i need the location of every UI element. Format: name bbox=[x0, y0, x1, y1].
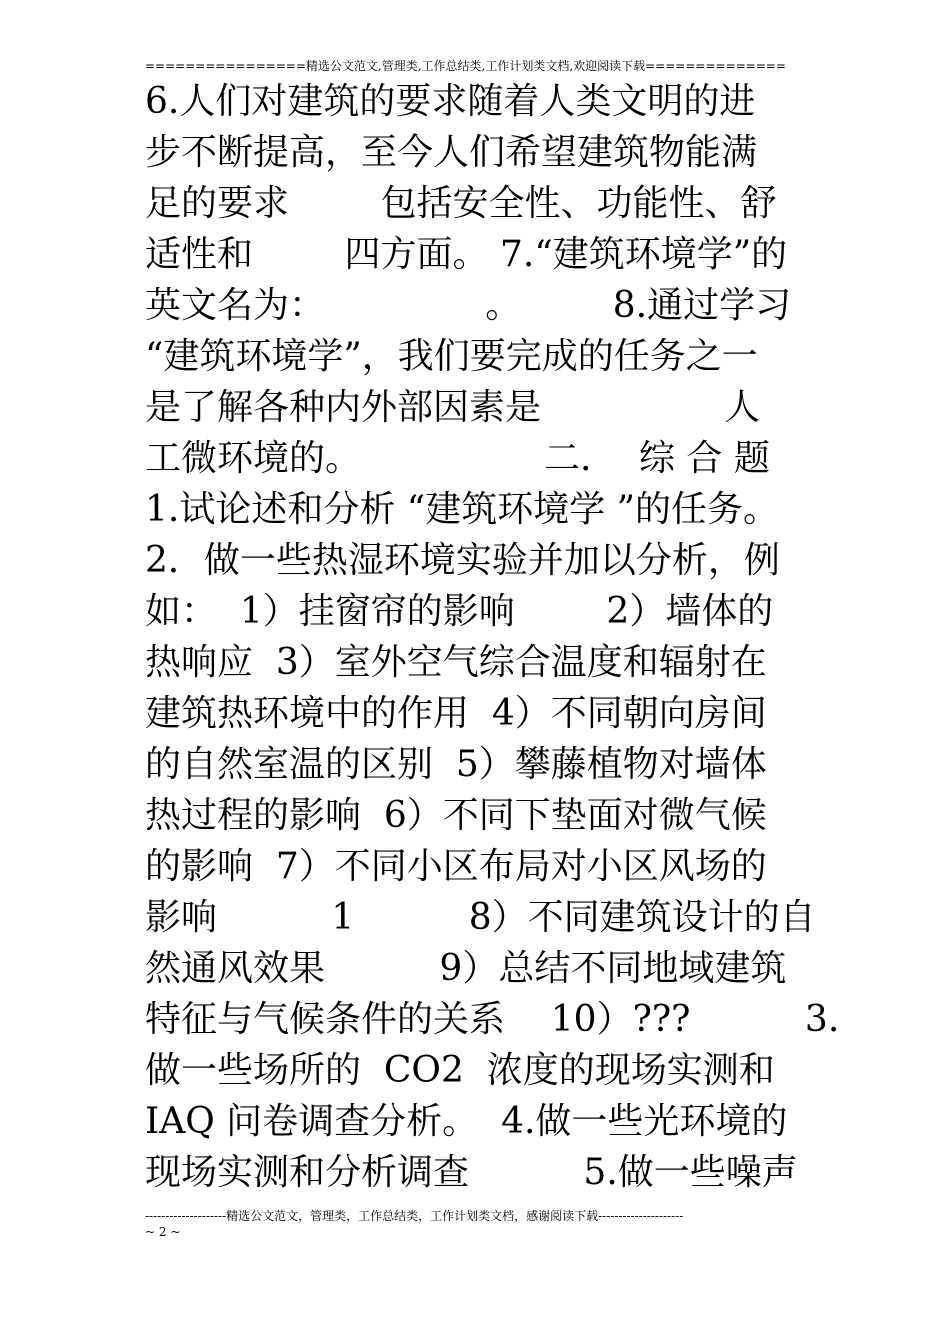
body-line: 然通风效果 9）总结不同地域建筑 bbox=[145, 948, 787, 989]
body-line: 影响 1 8）不同建筑设计的自 bbox=[145, 897, 816, 938]
body-line: 的自然室温的区别 5）攀藤植物对墙体 bbox=[145, 744, 767, 785]
body-line: 建筑热环境中的作用 4）不同朝向房间 bbox=[145, 693, 767, 734]
page-number: ~ 2 ~ bbox=[145, 1225, 181, 1239]
body-line: 6.人们对建筑的要求随着人类文明的进 bbox=[145, 81, 756, 122]
document-body bbox=[145, 76, 840, 1198]
body-line: 2．做一些热湿环境实验并加以分析，例 bbox=[145, 540, 780, 581]
page-header: ================精选公文范文,管理类,工作总结类,工作计划类文档,欢迎阅读下载============== bbox=[145, 59, 786, 73]
body-line: 热过程的影响 6）不同下垫面对微气候 bbox=[145, 795, 767, 836]
page-footer: --------------------精选公文范文，管理类，工作总结类，工作计划类文档，感谢阅读下载--------------------- bbox=[145, 1209, 684, 1223]
body-line: 1.试论述和分析 “建筑环境学 ”的任务。 bbox=[145, 489, 780, 530]
body-line: 工微环境的。 二． 综 合 题 bbox=[145, 438, 770, 479]
body-line: 步不断提高，至今人们希望建筑物能满 bbox=[145, 132, 758, 173]
body-line: 做一些场所的 CO2 浓度的现场实测和 bbox=[145, 1050, 775, 1091]
body-line: 特征与气候条件的关系 10）??? 3. bbox=[145, 999, 840, 1040]
body-line: 足的要求 包括安全性、功能性、舒 bbox=[145, 183, 777, 224]
body-line: 现场实测和分析调查 5.做一些噪声 bbox=[145, 1152, 798, 1193]
body-line: 如： 1）挂窗帘的影响 2）墙体的 bbox=[145, 591, 774, 632]
body-line: 热响应 3）室外空气综合温度和辐射在 bbox=[145, 642, 767, 683]
body-line: IAQ 问卷调查分析。 4.做一些光环境的 bbox=[145, 1101, 788, 1142]
body-line: 的影响 7）不同小区布局对小区风场的 bbox=[145, 846, 767, 887]
body-line: 适性和 四方面。 7.“建筑环境学”的 bbox=[145, 234, 788, 275]
body-line: “建筑环境学”，我们要完成的任务之一 bbox=[145, 336, 758, 377]
body-line: 英文名为： 。 8.通过学习 bbox=[145, 285, 792, 326]
body-line: 是了解各种内外部因素是 人 bbox=[145, 387, 761, 428]
